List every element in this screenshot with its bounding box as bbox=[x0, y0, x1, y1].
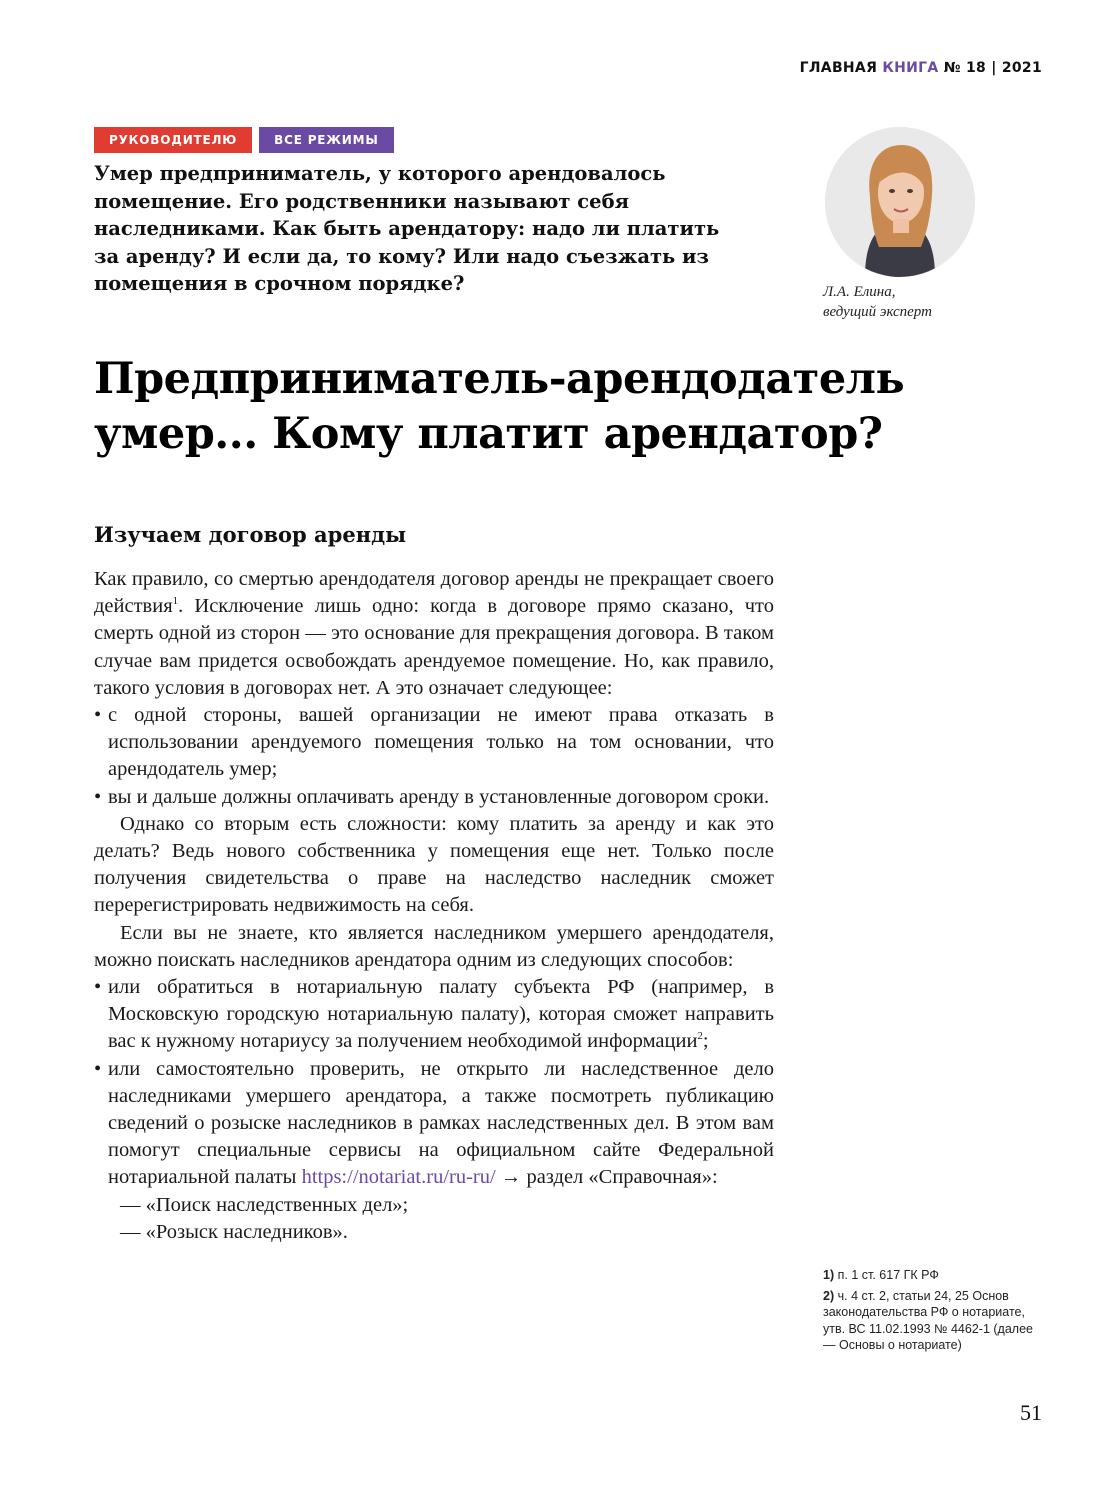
bullet-list-1 bbox=[94, 702, 774, 811]
sublist-item-search-heirs: — «Розыск наследников». bbox=[120, 1220, 348, 1243]
footnote-ref-1[interactable]: 1 bbox=[172, 595, 179, 608]
paragraph-3: Если вы не знаете, кто является наследником умершего арендодателя, можно поискать наследников арендатора одним из следующих способов: bbox=[94, 921, 774, 971]
author-photo bbox=[825, 127, 975, 277]
author-name: Л.А. Елина, bbox=[823, 284, 896, 300]
footnotes bbox=[823, 1267, 1043, 1358]
bullet-list-2 bbox=[94, 974, 774, 1192]
footnote-2: 2) ч. 4 ст. 2, статьи 24, 25 Основ законодательства РФ о нотариате, утв. ВС 11.02.1993 № 4462-1 (далее — Основы о нотариате) bbox=[823, 1288, 1033, 1352]
list-item: • или обратиться в нотариальную палату субъекта РФ (например, в Московскую городскую нотариальную палату), которая сможет направить вас к нужному нотариусу за получением необходимой информации$^2$; bbox=[94, 974, 774, 1056]
section-heading: Изучаем договор аренды bbox=[94, 522, 407, 547]
list-item: • вы и дальше должны оплачивать аренду в установленные договором сроки. bbox=[94, 784, 774, 811]
magazine-name: ГЛАВНАЯ bbox=[799, 60, 878, 76]
paragraph-1: Как правило, со смертью арендодателя договор аренды не прекращает своего действия$^1$. Исключение лишь одно: когда в договоре прямо сказано, что смерть одной из сторон — это основание для прекращения договора. В таком случае вам придется освобождать арендуемое помещение. Но, как правило, такого условия в договорах нет. А это означает следующее: bbox=[94, 568, 774, 699]
page-number: 51 bbox=[1020, 1400, 1042, 1425]
article-title: Предприниматель-арендодатель умер... Кому платит арендатор? bbox=[94, 354, 905, 459]
footnote-1: 1) п. 1 ст. 617 ГК РФ bbox=[823, 1268, 939, 1282]
author-role: ведущий эксперт bbox=[823, 304, 932, 320]
category-tags bbox=[94, 127, 394, 153]
magazine-header bbox=[800, 60, 1042, 76]
list-item: • или самостоятельно проверить, не открыто ли наследственное дело наследниками умершего арендатора, а также посмотреть публикацию сведений о розыске наследников в рамках наследственных дел. В этом вам помогут специальные сервисы на официальном сайте Федеральной нотариальной палаты https://notariat.ru/ru-ru/ → раздел «Справочная»: bbox=[94, 1056, 774, 1192]
sublist-item-search-cases: — «Поиск наследственных дел»; bbox=[120, 1193, 409, 1216]
tag-regime[interactable]: ВСЕ РЕЖИМЫ bbox=[259, 127, 393, 153]
issue-number: № 18 | 2021 bbox=[943, 60, 1042, 76]
footnote-ref-2[interactable]: 2 bbox=[697, 1030, 703, 1043]
paragraph-2: Однако со вторым есть сложности: кому платить за аренду и как это делать? Ведь нового собственника у помещения еще нет. Только после получения свидетельства о праве на наследство наследник сможет перерегистрировать недвижимость на себя. bbox=[94, 812, 774, 917]
notariat-link[interactable]: https://notariat.ru/ru-ru/ bbox=[301, 1166, 496, 1189]
article-body bbox=[94, 566, 774, 1246]
list-item: • с одной стороны, вашей организации не имеют права отказать в использовании арендуемого помещения только на том основании, что арендодатель умер; bbox=[94, 702, 774, 784]
lead-question: Умер предприниматель, у которого арендовалось помещение. Его родственники называют себя наследниками. Как быть арендатору: надо ли платить за аренду? И если да, то кому? Или надо съезжать из помещения в срочном порядке? bbox=[94, 162, 720, 295]
tag-audience[interactable]: РУКОВОДИТЕЛЮ bbox=[94, 127, 252, 153]
author-caption bbox=[823, 282, 932, 322]
magazine-name-accent: КНИГА bbox=[882, 60, 939, 76]
